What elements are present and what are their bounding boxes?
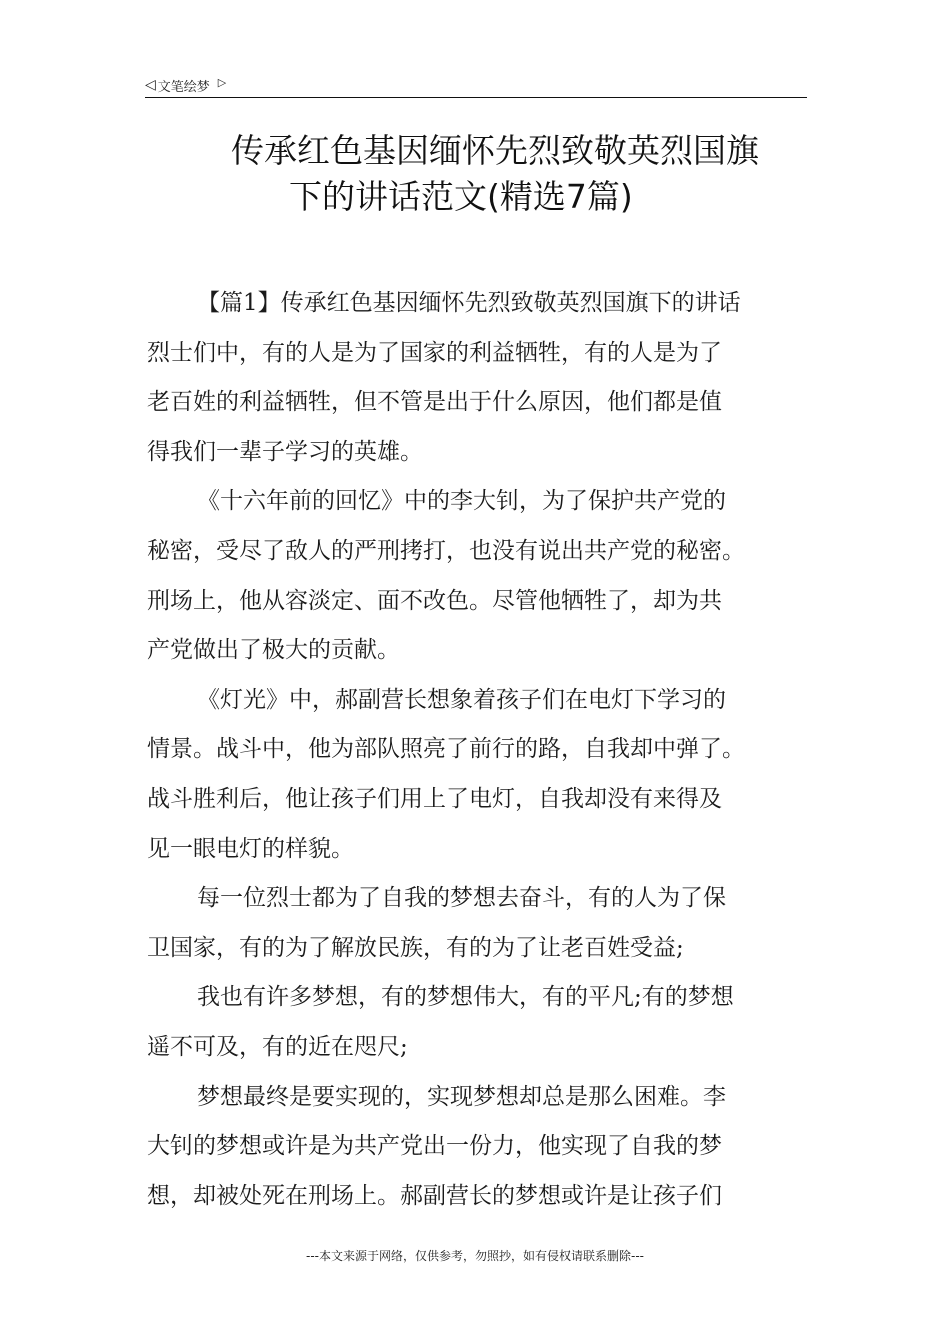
document-title [145, 128, 807, 220]
right-triangle-icon: ▷ [217, 75, 227, 89]
source-disclaimer: ---本文来源于网络，仅供参考，勿照抄，如有侵权请联系删除--- [306, 1249, 644, 1263]
body-line: 【篇1】传承红色基因缅怀先烈致敬英烈国旗下的讲话 [197, 290, 741, 316]
body-line: 大钊的梦想或许是为共产党出一份力，他实现了自我的梦 [147, 1133, 722, 1160]
body-line: 《灯光》中，郝副营长想象着孩子们在电灯下学习的 [197, 686, 726, 713]
title-line-1: 传承红色基因缅怀先烈致敬英烈国旗 [231, 131, 759, 170]
header-divider [145, 97, 807, 98]
site-name: 文笔绘梦 [157, 79, 210, 95]
body-line: 情景。战斗中，他为部队照亮了前行的路，自我却中弹了。 [147, 736, 745, 763]
document-header [145, 74, 226, 96]
title-line-2: 下的讲话范文(精选7篇) [289, 177, 633, 216]
body-line: 《十六年前的回忆》中的李大钊，为了保护共产党的 [197, 488, 726, 515]
body-line: 老百姓的利益牺牲，但不管是出于什么原因，他们都是值 [147, 389, 722, 416]
body-line: 战斗胜利后，他让孩子们用上了电灯，自我却没有来得及 [147, 785, 722, 812]
body-line: 秘密，受尽了敌人的严刑拷打，也没有说出共产党的秘密。 [147, 537, 745, 564]
body-line: 想，却被处死在刑场上。郝副营长的梦想或许是让孩子们 [147, 1182, 722, 1209]
body-line: 烈士们中，有的人是为了国家的利益牺牲，有的人是为了 [147, 339, 722, 366]
body-line: 遥不可及，有的近在咫尺; [147, 1033, 408, 1060]
body-line: 梦想最终是要实现的，实现梦想却总是那么困难。李 [197, 1083, 726, 1110]
body-line: 我也有许多梦想，有的梦想伟大，有的平凡;有的梦想 [197, 984, 734, 1011]
body-line: 得我们一辈子学习的英雄。 [147, 438, 423, 465]
body-line: 卫国家，有的为了解放民族，有的为了让老百姓受益; [147, 934, 684, 961]
body-line: 见一眼电灯的样貌。 [147, 835, 354, 862]
left-triangle-icon: ◁ [145, 77, 156, 93]
body-line: 产党做出了极大的贡献。 [147, 637, 400, 664]
body-line: 刑场上，他从容淡定、面不改色。尽管他牺牲了，却为共 [147, 587, 722, 614]
document-body [147, 279, 807, 1221]
body-line: 每一位烈士都为了自我的梦想去奋斗，有的人为了保 [197, 885, 726, 912]
